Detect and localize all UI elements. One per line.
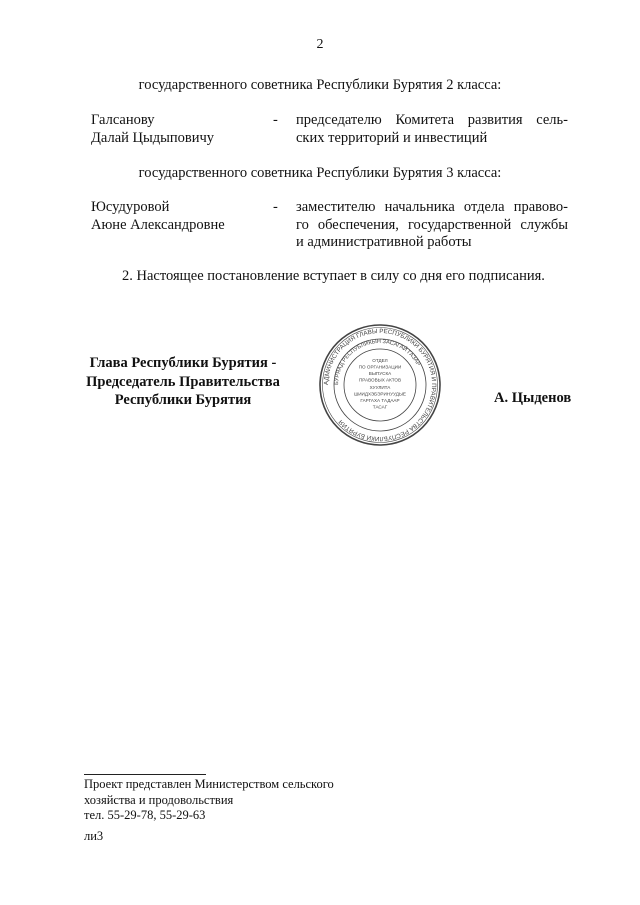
footnote bbox=[84, 777, 334, 824]
appointee-given-names: Аюне Александровне bbox=[91, 216, 225, 233]
footnote-separator bbox=[84, 774, 206, 775]
document-code: ли3 bbox=[84, 829, 104, 843]
signer-title-line: Председатель Правительства bbox=[86, 373, 280, 390]
appointee-position bbox=[296, 112, 568, 147]
signer-title-line: Республики Бурятия bbox=[114, 392, 252, 408]
appointee-name bbox=[91, 112, 271, 147]
position-line: заместителю начальника отдела правово- bbox=[296, 199, 568, 215]
appointee-position bbox=[296, 199, 568, 252]
page-number: 2 bbox=[316, 37, 324, 52]
seal-center-line: ВЫПУСКА bbox=[368, 371, 392, 376]
footnote-line: Проект представлен Министерством сельского bbox=[84, 777, 334, 791]
appointee-surname: Юсудуровой bbox=[91, 199, 170, 215]
seal-center-line: ТАСАГ bbox=[372, 404, 388, 410]
clause-2: 2. Настоящее постановление вступает в силу со дня его подписания. bbox=[122, 268, 545, 284]
position-line: го обеспечения, государственной службы bbox=[296, 216, 568, 233]
signer-title-line: Глава Республики Бурятия - bbox=[89, 355, 277, 371]
official-seal-stamp bbox=[318, 323, 442, 447]
footnote-line: тел. 55-29-78, 55-29-63 bbox=[84, 808, 206, 822]
footnote-line: хозяйства и продовольствия bbox=[84, 792, 234, 807]
position-line: и административной работы bbox=[296, 234, 472, 250]
seal-center-line: ГАРГАХА ТАДААР bbox=[360, 398, 400, 403]
position-line: председателю Комитета развития сель- bbox=[296, 112, 568, 128]
seal-center-line: ШИИДХЭБЭРИНУУДЫЕ bbox=[354, 391, 406, 397]
signer-name: А. Цыденов bbox=[494, 390, 572, 406]
seal-center-line: ПО ОРГАНИЗАЦИИ bbox=[358, 364, 402, 370]
seal-inner-text: БУРЯАД РЕСПУБЛИКЫН ЗАСАГАЙ ГАЗАР bbox=[333, 338, 422, 386]
separator-dash: - bbox=[273, 199, 278, 215]
seal-center-line: ХУУЛИТА bbox=[369, 385, 391, 390]
seal-center-line: ОТДЕЛ bbox=[372, 358, 388, 363]
signer-title bbox=[70, 354, 296, 410]
rank-heading-class-3: государственного советника Республики Бурятия 3 класса: bbox=[138, 165, 502, 181]
appointee-surname: Галсанову bbox=[91, 112, 155, 128]
rank-heading-class-2: государственного советника Республики Бурятия 2 класса: bbox=[138, 77, 502, 93]
appointee-given-names: Далай Цыдыповичу bbox=[91, 129, 215, 146]
seal-outer-text: АДМИНИСТРАЦИЯ ГЛАВЫ РЕСПУБЛИКИ БУРЯТИЯ И ПРАВИТЕЛЬСТВА РЕСПУБЛИКИ БУРЯТИЯ bbox=[322, 327, 438, 443]
appointee-name bbox=[91, 199, 271, 234]
seal-center-line: ПРАВОВЫХ АКТОВ bbox=[358, 377, 402, 383]
separator-dash: - bbox=[273, 112, 278, 128]
position-line: ских территорий и инвестиций bbox=[296, 129, 488, 146]
